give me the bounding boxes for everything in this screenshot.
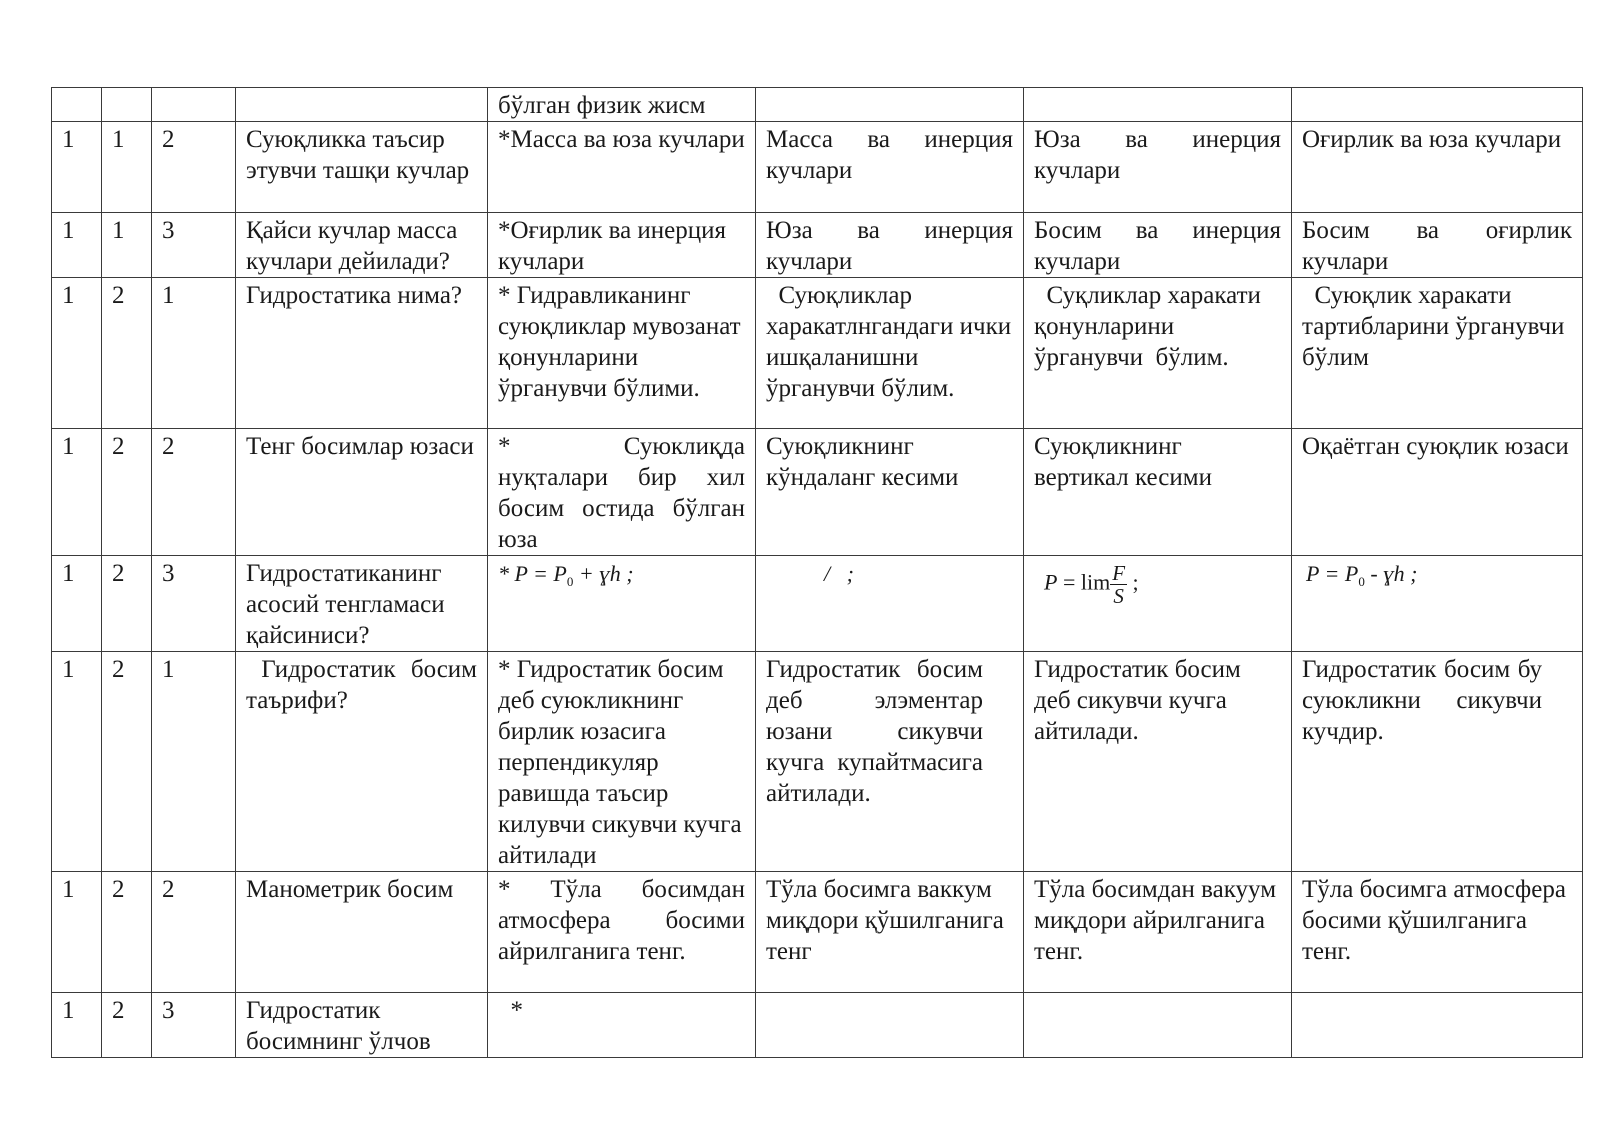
option-d-cell: Оғирлик ва юза кучлари: [1292, 122, 1583, 213]
option-d-cell: [1292, 556, 1583, 652]
table-row: [52, 88, 1583, 122]
index-2-cell: 2: [102, 278, 152, 429]
option-c-cell: Юза ва инерция кучлари: [1024, 122, 1292, 213]
index-2-cell: 2: [102, 429, 152, 556]
option-c-cell: Тўла босимдан вакуум миқдори айрилганига тенг.: [1024, 872, 1292, 993]
table-row: [52, 213, 1583, 278]
table-row: [52, 278, 1583, 429]
index-2-cell: 1: [102, 122, 152, 213]
option-d-cell: Суюқлик харакати тартибларини ўрганувчи бўлим: [1292, 278, 1583, 429]
index-3-cell: 3: [152, 213, 236, 278]
table-row: [52, 122, 1583, 213]
question-cell: Манометрик босим: [236, 872, 488, 993]
index-2-cell: [102, 88, 152, 122]
broken-formula: / ;: [824, 561, 854, 586]
index-1-cell: 1: [52, 556, 102, 652]
index-2-cell: 2: [102, 993, 152, 1058]
question-cell: Гидростатик босимнинг ўлчов: [236, 993, 488, 1058]
index-3-cell: 2: [152, 122, 236, 213]
option-b-cell: [756, 556, 1024, 652]
option-b-cell: Масса ва инерция кучлари: [756, 122, 1024, 213]
index-3-cell: 1: [152, 652, 236, 872]
option-c-cell: [1024, 88, 1292, 122]
option-c-cell: Суюқликнинг вертикал кесими: [1024, 429, 1292, 556]
table-row: [52, 652, 1583, 872]
option-c-cell: [1024, 556, 1292, 652]
index-2-cell: 2: [102, 872, 152, 993]
index-3-cell: 1: [152, 278, 236, 429]
index-3-cell: [152, 88, 236, 122]
correct-answer-cell: [488, 556, 756, 652]
question-cell: Гидростатиканинг асосий тенгламаси қайсиниси?: [236, 556, 488, 652]
option-b-cell: Суюқликлар харакатлнгандаги ички ишқаланишни ўрганувчи бўлим.: [756, 278, 1024, 429]
option-b-cell: [756, 88, 1024, 122]
index-1-cell: 1: [52, 122, 102, 213]
option-d-cell: Босим ва оғирлик кучлари: [1292, 213, 1583, 278]
option-d-cell: Оқаётган суюқлик юзаси: [1292, 429, 1583, 556]
option-c-cell: Суқликлар харакати қонунларини ўрганувчи бўлим.: [1024, 278, 1292, 429]
option-b-cell: Тўла босимга ваккум миқдори қўшилганига тенг: [756, 872, 1024, 993]
table-row: [52, 872, 1583, 993]
question-cell: Суюқликка таъсир этувчи ташқи кучлар: [236, 122, 488, 213]
index-1-cell: 1: [52, 993, 102, 1058]
pressure-minus-formula: $P = P_0$ - ɣh ;: [1306, 561, 1418, 589]
option-b-cell: [756, 993, 1024, 1058]
table-row: [52, 429, 1583, 556]
correct-answer-cell: *: [488, 993, 756, 1058]
option-c-cell: Гидростатик босим деб сикувчи кучга айтилади.: [1024, 652, 1292, 872]
question-cell: Гидростатик босим таърифи?: [236, 652, 488, 872]
option-b-cell: Суюқликнинг кўндаланг кесими: [756, 429, 1024, 556]
option-b-cell: Гидростатик босим деб элэментар юзани сикувчи кучга купайтмасига айтилади.: [756, 652, 1024, 872]
index-3-cell: 3: [152, 993, 236, 1058]
index-3-cell: 2: [152, 872, 236, 993]
index-1-cell: [52, 88, 102, 122]
correct-answer-cell: * Суюклиқда нуқталари бир хил босим остида бўлган юза: [488, 429, 756, 556]
option-c-cell: [1024, 993, 1292, 1058]
index-1-cell: 1: [52, 278, 102, 429]
force-over-area-fraction: $\frac{F}{S}$: [1112, 561, 1126, 608]
option-d-cell: Тўла босимга атмосфера босими қўшилганига тенг.: [1292, 872, 1583, 993]
correct-answer-cell: * Гидростатик босим деб суюкликнинг бирлик юзасига перпендикуляр равишда таъсир килувчи сикувчи кучга айтилади: [488, 652, 756, 872]
question-cell: Тенг босимлар юзаси: [236, 429, 488, 556]
index-2-cell: 1: [102, 213, 152, 278]
option-d-cell: [1292, 993, 1583, 1058]
correct-answer-cell: * Тўла босимдан атмосфера босими айрилганига тенг.: [488, 872, 756, 993]
correct-answer-cell: * Гидравликанинг суюқликлар мувозанат қонунларини ўрганувчи бўлими.: [488, 278, 756, 429]
correct-answer-cell: *Оғирлик ва инерция кучлари: [488, 213, 756, 278]
pressure-limit-formula: P = lim $\frac{F}{S}$ ;: [1044, 561, 1139, 608]
index-1-cell: 1: [52, 652, 102, 872]
option-b-cell: Юза ва инерция кучлари: [756, 213, 1024, 278]
index-3-cell: 2: [152, 429, 236, 556]
index-1-cell: 1: [52, 872, 102, 993]
question-cell: Гидростатика нима?: [236, 278, 488, 429]
option-d-cell: [1292, 88, 1583, 122]
index-2-cell: 2: [102, 556, 152, 652]
option-c-cell: Босим ва инерция кучлари: [1024, 213, 1292, 278]
question-cell: Қайси кучлар масса кучлари дейилади?: [236, 213, 488, 278]
question-cell: [236, 88, 488, 122]
index-1-cell: 1: [52, 213, 102, 278]
table-row: [52, 993, 1583, 1058]
index-3-cell: 3: [152, 556, 236, 652]
option-d-cell: Гидростатик босим бу суюкликни сикувчи кучдир.: [1292, 652, 1583, 872]
test-questions-table: [51, 87, 1583, 1058]
index-2-cell: 2: [102, 652, 152, 872]
correct-answer-cell: бўлган физик жисм: [488, 88, 756, 122]
index-1-cell: 1: [52, 429, 102, 556]
correct-answer-cell: *Масса ва юза кучлари: [488, 122, 756, 213]
table-row: [52, 556, 1583, 652]
hydrostatic-equation-formula: * $P = P_0$ + ɣh ;: [498, 561, 634, 589]
